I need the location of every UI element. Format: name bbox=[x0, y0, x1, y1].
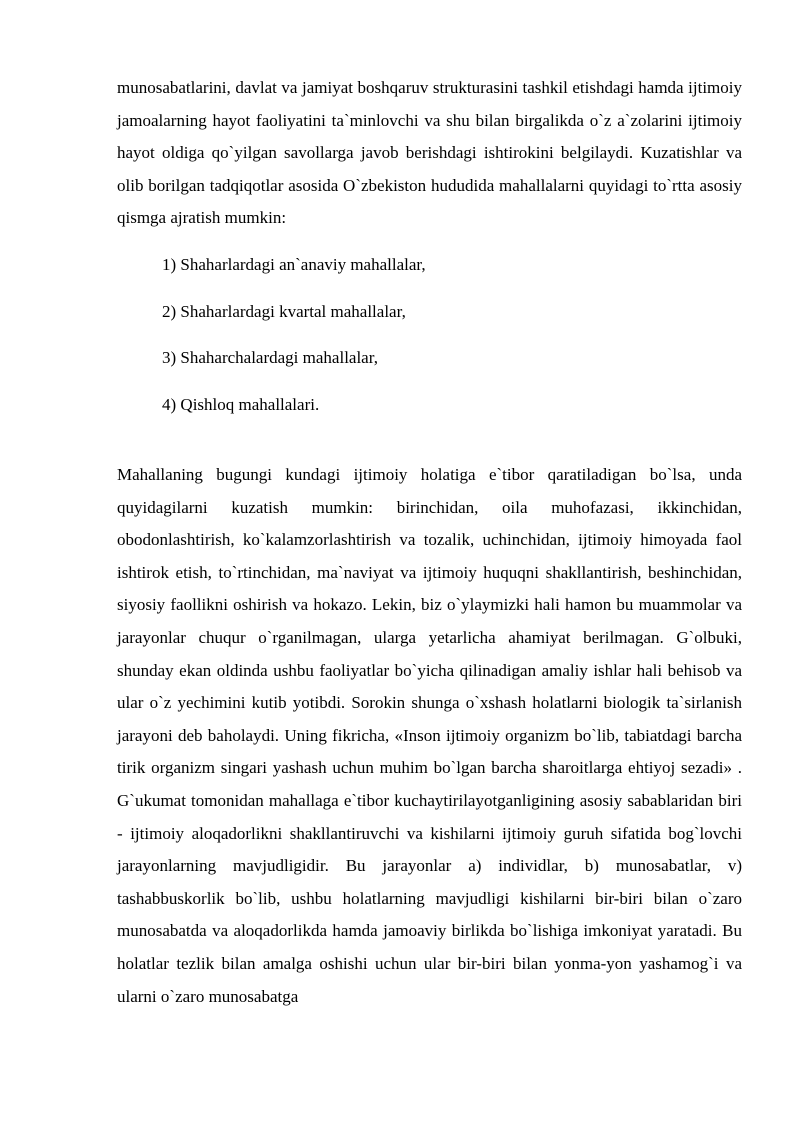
list-item: 2) Shaharlardagi kvartal mahallalar, bbox=[162, 301, 406, 321]
list-item: 1) Shaharlardagi an`anaviy mahallalar, bbox=[162, 255, 426, 274]
list-item: 4) Qishloq mahallalari. bbox=[162, 394, 320, 414]
paragraph-main: Mahallaning bugungi kundagi ijtimoiy holatiga e`tibor qaratiladigan bo`lsa, unda quyidagilarni kuzatish mumkin: birinchidan, oila muhofazasi, ikkinchidan, obodonlashtirish, ko`kalamzorlashtirish va tozalik, uchinchidan, ijtimoiy himoyada faol ishtirok etish, to`rtinchidan, ma`naviyat va ijtimoiy huquqni shakllantirish, beshinchidan, siyosiy faollikni oshirish va hokazo. Lekin, biz o`ylaymizki hali hamon bu muammolar va jarayonlar chuqur o`rganilmagan, ularga yetarlicha ahamiyat berilmagan. G`olbuki, shunday ekan oldinda ushbu faoliyatlar bo`yicha qilinadigan amaliy ishlar hali behisob va ular o`z yechimini kutib yotibdi. Sorokin shunga o`xshash holatlarni biologik ta`sirlanish jarayoni deb baholaydi. Uning fikricha, «Inson ijtimoiy organizm bo`lib, tabiatdagi barcha tirik organizm singari yashash uchun muhim bo`lgan barcha sharoitlarga ehtiyoj sezadi» . G`ukumat tomonidan mahallaga e`tibor kuchaytirilayotganligining asosiy sabablaridan biri - ijtimoiy aloqadorlikni shakllantiruvchi va kishilarni ijtimoiy guruh sifatida bog`lovchi jarayonlarning mavjudligidir. Bu jarayonlar a) individlar, b) munosabatlar, v) tashabbuskorlik bo`lib, ushbu holatlarning mavjudligi kishilarni bir-biri bilan o`zaro munosabatda va aloqadorlikda hamda jamoaviy birlikda bo`lishiga imkoniyat yaratadi. Bu holatlar tezlik bilan amalga oshishi uchun ular bir-biri bilan yonma-yon yashamog`i va ularni o`zaro munosabatga bbox=[117, 465, 742, 1006]
list-item: 3) Shaharchalardagi mahallalar, bbox=[162, 348, 378, 367]
paragraph-intro: munosabatlarini, davlat va jamiyat boshqaruv strukturasini tashkil etishdagi hamda ijtimoiy jamoalarning hayot faoliyatini ta`minlovchi va shu bilan birgalikda o`z a`zolarini ijtimoiy hayot oldiga qo`yilgan savollarga javob berishdagi ishtirokini belgilaydi. Kuzatishlar va olib borilgan tadqiqotlar asosida O`zbekiston hududida mahallalarni quyidagi to`rtta asosiy qismga ajratish mumkin: bbox=[117, 78, 742, 228]
mahalla-types-list bbox=[162, 249, 426, 435]
